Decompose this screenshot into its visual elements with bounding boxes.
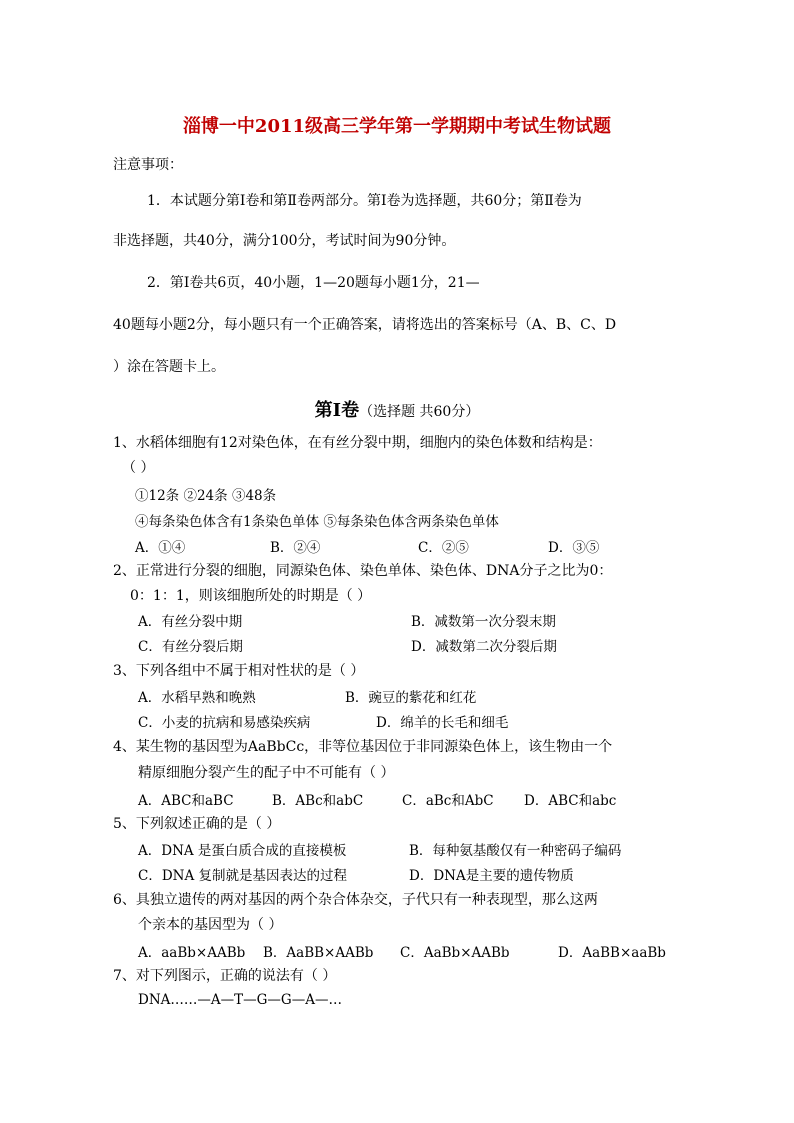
note-2-line-1: 2．第Ⅰ卷共6页，40小题，1—20题每小题1分，21— <box>147 275 480 291</box>
question-3-option-a: A．水稻早熟和晚熟 <box>138 690 256 706</box>
notes-heading: 注意事项： <box>113 157 183 173</box>
question-6-option-c: C．AaBb×AABb <box>400 945 510 961</box>
exam-title: 淄博一中2011级高三学年第一学期期中考试生物试题 <box>182 116 612 137</box>
question-1-stem-cont: （ ） <box>122 460 155 476</box>
question-2-option-a: A．有丝分裂中期 <box>138 614 243 630</box>
question-7-stem: 7、对下列图示，正确的说法有（ ） <box>113 968 337 984</box>
question-7-dna-sequence: DNA……—A—T—G—G—A—… <box>138 992 342 1008</box>
question-5-stem: 5、下列叙述正确的是（ ） <box>113 816 281 832</box>
question-5-option-c: C．DNA 复制就是基因表达的过程 <box>138 868 348 884</box>
question-2-option-b: B．减数第一次分裂末期 <box>411 614 556 630</box>
question-4-option-b: B．ABc和abC <box>272 793 364 809</box>
question-2-stem: 2、正常进行分裂的细胞，同源染色体、染色单体、染色体、DNA分子之比为0： <box>113 563 613 579</box>
question-4-option-c: C．aBc和AbC <box>402 793 494 809</box>
question-5-option-a: A．DNA 是蛋白质合成的直接模板 <box>138 843 347 859</box>
question-1-stem: 1、水稻体细胞有12对染色体，在有丝分裂中期，细胞内的染色体数和结构是： <box>113 435 602 451</box>
question-1-option-a: A．①④ <box>135 540 186 556</box>
question-6-option-b: B．AaBB×AABb <box>263 945 374 961</box>
question-1-option-d: D．③⑤ <box>548 540 600 556</box>
question-4-stem-cont: 精原细胞分裂产生的配子中不可能有（ ） <box>138 765 395 781</box>
question-5-option-b: B．每种氨基酸仅有一种密码子编码 <box>409 843 622 859</box>
note-1-line-1: 1．本试题分第Ⅰ卷和第Ⅱ卷两部分。第Ⅰ卷为选择题，共60分；第Ⅱ卷为 <box>147 193 582 209</box>
question-1-option-c: C．②⑤ <box>418 540 469 556</box>
note-2-line-2: 40题每小题2分，每小题只有一个正确答案，请将选出的答案标号（A、B、C、D <box>113 317 617 333</box>
question-4-stem: 4、某生物的基因型为AaBbCc，非等位基因位于非同源染色体上，该生物由一个 <box>113 739 613 755</box>
question-4-option-a: A．ABC和aBC <box>138 793 234 809</box>
question-1-items-1: ①12条 ②24条 ③48条 <box>135 488 277 504</box>
note-2-line-3: ）涂在答题卡上。 <box>113 359 225 375</box>
question-5-option-d: D．DNA是主要的遗传物质 <box>409 868 574 884</box>
question-6-option-d: D．AaBB×aaBb <box>558 945 666 961</box>
question-6-stem-cont: 个亲本的基因型为（ ） <box>138 917 283 933</box>
question-3-option-b: B．豌豆的紫花和红花 <box>345 690 477 706</box>
question-1-option-b: B．②④ <box>270 540 321 556</box>
note-1-line-2: 非选择题，共40分，满分100分，考试时间为90分钟。 <box>113 233 456 249</box>
question-2-option-d: D．减数第二次分裂后期 <box>411 639 557 655</box>
question-3-option-c: C．小麦的抗病和易感染疾病 <box>138 715 311 731</box>
section-subtitle: （选择题 共60分） <box>359 404 480 420</box>
question-3-stem: 3、下列各组中不属于相对性状的是（ ） <box>113 663 365 679</box>
section-title: 第Ⅰ卷 <box>314 400 360 421</box>
question-3-option-d: D．绵羊的长毛和细毛 <box>376 715 509 731</box>
question-2-option-c: C．有丝分裂后期 <box>138 639 243 655</box>
question-6-stem: 6、具独立遗传的两对基因的两个杂合体杂交，子代只有一种表现型，那么这两 <box>113 892 598 908</box>
question-4-option-d: D．ABC和abc <box>524 793 617 809</box>
question-1-items-2: ④每条染色体含有1条染色单体 ⑤每条染色体含两条染色单体 <box>135 514 499 530</box>
question-6-option-a: A．aaBb×AABb <box>138 945 246 961</box>
question-2-stem-cont: 0：1：1，则该细胞所处的时期是（ ） <box>130 588 372 604</box>
section-heading <box>0 396 794 422</box>
